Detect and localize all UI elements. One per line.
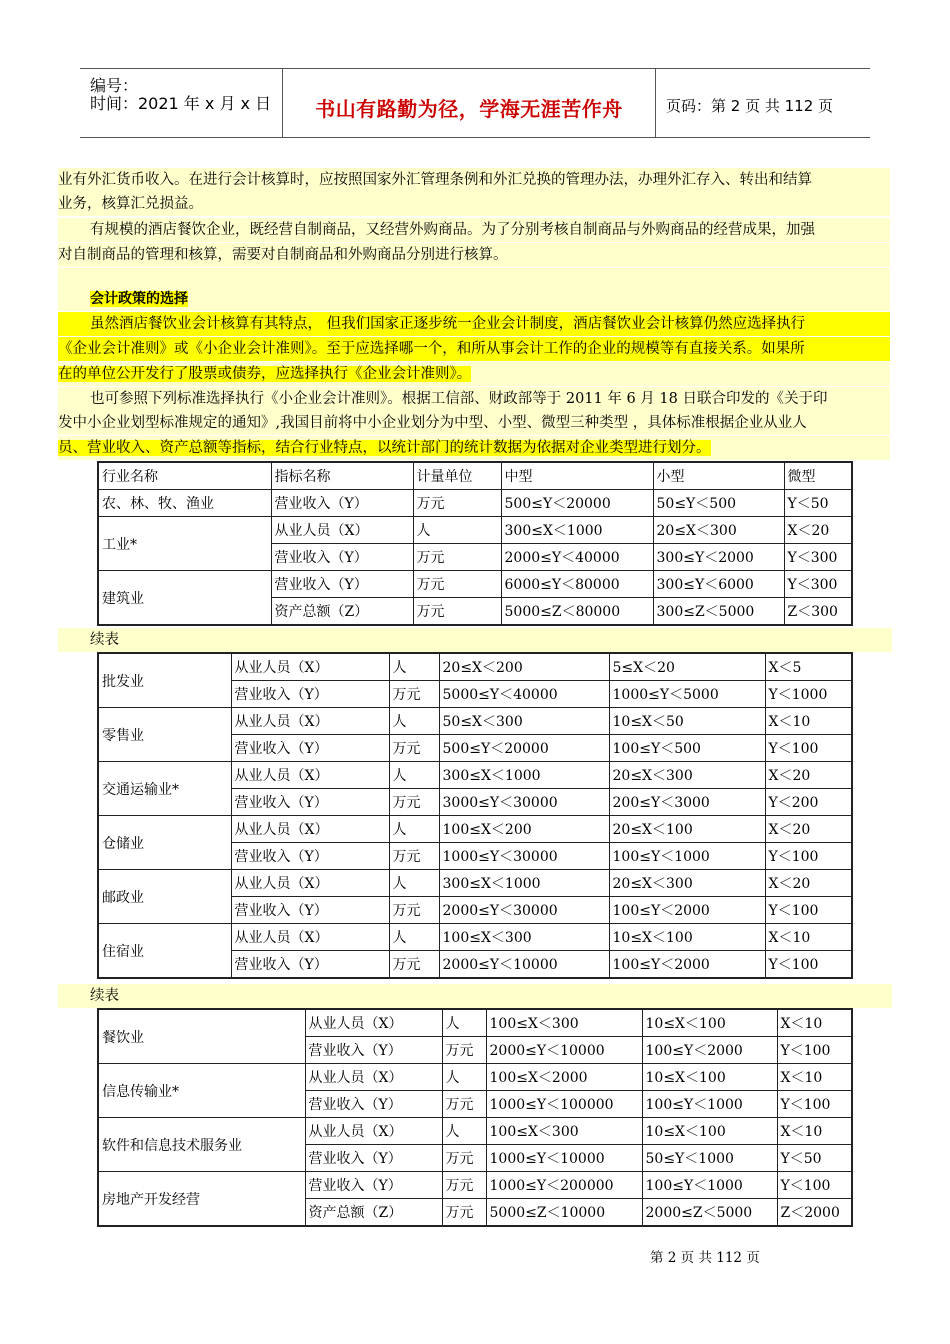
indicator-cell: 营业收入（Y）	[231, 843, 389, 870]
table-row	[98, 490, 852, 517]
small-cell: 100≤Y＜1000	[642, 1091, 777, 1118]
mid-cell: 6000≤Y＜80000	[501, 571, 653, 598]
paragraph-line-row	[58, 362, 890, 386]
micro-cell: X＜10	[777, 1118, 852, 1145]
mid-cell: 2000≤Y＜40000	[501, 544, 653, 571]
section-heading: 会计政策的选择	[90, 291, 188, 307]
micro-cell: X＜10	[765, 924, 852, 951]
small-cell: 2000≤Z＜5000	[642, 1199, 777, 1227]
standards-table-2	[97, 652, 853, 979]
indicator-cell: 从业人员（X）	[271, 517, 413, 544]
mid-cell: 300≤X＜1000	[439, 870, 609, 897]
indicator-cell: 营业收入（Y）	[231, 789, 389, 816]
industry-cell: 房地产开发经营	[98, 1172, 305, 1227]
unit-cell: 人	[389, 708, 439, 735]
indicator-cell: 资产总额（Z）	[271, 598, 413, 626]
industry-cell: 建筑业	[98, 571, 271, 626]
paragraph-line: 也可参照下列标准选择执行《小企业会计准则》。根据工信部、财政部等于 2011 年 6 月 18 日联合印发的《关于印	[58, 387, 890, 411]
mid-cell: 2000≤Y＜10000	[486, 1037, 642, 1064]
page-number-label: 页码：第 2 页 共 112 页	[666, 97, 834, 115]
number-label: 编号：	[90, 76, 139, 95]
table-row	[98, 870, 852, 897]
unit-cell: 万元	[442, 1145, 486, 1172]
small-cell: 10≤X＜100	[642, 1118, 777, 1145]
industry-cell: 批发业	[98, 653, 231, 708]
industry-cell: 信息传输业*	[98, 1064, 305, 1118]
table-row	[98, 1009, 852, 1037]
header-info-cell	[80, 69, 283, 137]
paragraph-line: 在的单位公开发行了股票或债券，应选择执行《企业会计准则》。	[58, 366, 472, 382]
micro-cell: Z＜2000	[777, 1199, 852, 1227]
indicator-cell: 从业人员（X）	[231, 762, 389, 789]
column-header: 小型	[653, 462, 784, 490]
indicator-cell: 营业收入（Y）	[271, 544, 413, 571]
continued-label-row	[58, 984, 892, 1008]
indicator-cell: 营业收入（Y）	[305, 1037, 442, 1064]
micro-cell: Y＜50	[784, 490, 852, 517]
table-row	[98, 1172, 852, 1199]
micro-cell: Y＜50	[777, 1145, 852, 1172]
table-row	[98, 924, 852, 951]
paragraph-line: 员、营业收入、资产总额等指标，结合行业特点，以统计部门的统计数据为依据对企业类型进行划分。	[58, 440, 711, 456]
small-cell: 10≤X＜100	[642, 1009, 777, 1037]
indicator-cell: 从业人员（X）	[231, 870, 389, 897]
paragraph-line: 有规模的酒店餐饮企业，既经营自制商品，又经营外购商品。为了分别考核自制商品与外购商品的经营成果，加强	[58, 218, 890, 242]
indicator-cell: 营业收入（Y）	[231, 951, 389, 979]
indicator-cell: 营业收入（Y）	[305, 1145, 442, 1172]
unit-cell: 万元	[413, 544, 501, 571]
small-cell: 20≤X＜300	[609, 870, 765, 897]
industry-cell: 软件和信息技术服务业	[98, 1118, 305, 1172]
micro-cell: Y＜100	[765, 897, 852, 924]
indicator-cell: 营业收入（Y）	[231, 897, 389, 924]
page-header	[80, 68, 870, 138]
standards-table-3	[97, 1008, 853, 1227]
mid-cell: 100≤X＜300	[486, 1118, 642, 1145]
micro-cell: X＜5	[765, 653, 852, 681]
unit-cell: 人	[442, 1064, 486, 1091]
micro-cell: Y＜100	[777, 1091, 852, 1118]
industry-cell: 邮政业	[98, 870, 231, 924]
small-cell: 300≤Y＜6000	[653, 571, 784, 598]
micro-cell: X＜20	[765, 870, 852, 897]
indicator-cell: 从业人员（X）	[231, 708, 389, 735]
unit-cell: 万元	[389, 843, 439, 870]
table-row	[98, 1118, 852, 1145]
mid-cell: 5000≤Z＜10000	[486, 1199, 642, 1227]
micro-cell: Y＜100	[765, 735, 852, 762]
mid-cell: 3000≤Y＜30000	[439, 789, 609, 816]
unit-cell: 万元	[389, 735, 439, 762]
mid-cell: 1000≤Y＜100000	[486, 1091, 642, 1118]
paragraph-line-row	[58, 436, 890, 460]
indicator-cell: 营业收入（Y）	[231, 681, 389, 708]
mid-cell: 20≤X＜200	[439, 653, 609, 681]
unit-cell: 万元	[389, 897, 439, 924]
unit-cell: 万元	[389, 789, 439, 816]
table-row	[98, 653, 852, 681]
mid-cell: 100≤X＜200	[439, 816, 609, 843]
small-cell: 50≤Y＜500	[653, 490, 784, 517]
micro-cell: X＜10	[765, 708, 852, 735]
mid-cell: 2000≤Y＜30000	[439, 897, 609, 924]
paragraph-line: 发中小企业划型标准规定的通知》,我国目前将中小企业划分为中型、小型、微型三种类型 ，具体标准根据企业从业人	[58, 411, 890, 435]
industry-cell: 农、林、牧、渔业	[98, 490, 271, 517]
continued-label: 续表	[90, 632, 119, 648]
small-cell: 10≤X＜100	[642, 1064, 777, 1091]
micro-cell: Y＜300	[784, 571, 852, 598]
small-cell: 20≤X＜300	[609, 762, 765, 789]
micro-cell: X＜10	[777, 1064, 852, 1091]
indicator-cell: 从业人员（X）	[231, 653, 389, 681]
small-cell: 20≤X＜300	[653, 517, 784, 544]
micro-cell: Y＜100	[765, 951, 852, 979]
small-cell: 100≤Y＜2000	[609, 951, 765, 979]
small-cell: 100≤Y＜1000	[609, 843, 765, 870]
small-cell: 50≤Y＜1000	[642, 1145, 777, 1172]
unit-cell: 人	[389, 816, 439, 843]
table-row	[98, 708, 852, 735]
indicator-cell: 营业收入（Y）	[271, 571, 413, 598]
micro-cell: Z＜300	[784, 598, 852, 626]
unit-cell: 人	[442, 1118, 486, 1145]
column-header: 中型	[501, 462, 653, 490]
indicator-cell: 营业收入（Y）	[231, 735, 389, 762]
table-row	[98, 816, 852, 843]
table-row	[98, 762, 852, 789]
indicator-cell: 从业人员（X）	[231, 924, 389, 951]
mid-cell: 5000≤Y＜40000	[439, 681, 609, 708]
mid-cell: 100≤X＜2000	[486, 1064, 642, 1091]
mid-cell: 5000≤Z＜80000	[501, 598, 653, 626]
mid-cell: 100≤X＜300	[439, 924, 609, 951]
paragraph-line: 对自制商品的管理和核算，需要对自制商品和外购商品分别进行核算。	[58, 243, 890, 267]
micro-cell: X＜20	[765, 816, 852, 843]
unit-cell: 人	[389, 924, 439, 951]
unit-cell: 人	[389, 653, 439, 681]
date-label: 时间：2021 年 x 月 x 日	[90, 94, 272, 113]
mid-cell: 2000≤Y＜10000	[439, 951, 609, 979]
small-cell: 300≤Z＜5000	[653, 598, 784, 626]
small-cell: 100≤Y＜1000	[642, 1172, 777, 1199]
column-header: 计量单位	[413, 462, 501, 490]
paragraph-line: 虽然酒店餐饮业会计核算有其特点， 但我们国家正逐步统一企业会计制度，酒店餐饮业会计核算仍然应选择执行	[58, 312, 890, 336]
paragraph-line: 业务，核算汇兑损益。	[58, 192, 890, 216]
column-header: 微型	[784, 462, 852, 490]
mid-cell: 500≤Y＜20000	[501, 490, 653, 517]
micro-cell: X＜20	[784, 517, 852, 544]
section-heading-row	[58, 287, 890, 311]
mid-cell: 1000≤Y＜30000	[439, 843, 609, 870]
small-cell: 10≤X＜100	[609, 924, 765, 951]
slogan: 书山有路勤为径，学海无涯苦作舟	[315, 97, 623, 121]
unit-cell: 万元	[442, 1199, 486, 1227]
small-cell: 100≤Y＜500	[609, 735, 765, 762]
industry-cell: 工业*	[98, 517, 271, 571]
unit-cell: 万元	[413, 490, 501, 517]
mid-cell: 1000≤Y＜200000	[486, 1172, 642, 1199]
indicator-cell: 从业人员（X）	[231, 816, 389, 843]
small-cell: 10≤X＜50	[609, 708, 765, 735]
unit-cell: 万元	[413, 598, 501, 626]
standards-table-1	[97, 461, 853, 626]
unit-cell: 人	[413, 517, 501, 544]
industry-cell: 零售业	[98, 708, 231, 762]
mid-cell: 100≤X＜300	[486, 1009, 642, 1037]
table-row	[98, 1064, 852, 1091]
small-cell: 300≤Y＜2000	[653, 544, 784, 571]
indicator-cell: 从业人员（X）	[305, 1118, 442, 1145]
unit-cell: 万元	[413, 571, 501, 598]
unit-cell: 万元	[389, 951, 439, 979]
mid-cell: 1000≤Y＜10000	[486, 1145, 642, 1172]
unit-cell: 人	[389, 762, 439, 789]
mid-cell: 300≤X＜1000	[439, 762, 609, 789]
small-cell: 5≤X＜20	[609, 653, 765, 681]
unit-cell: 万元	[442, 1037, 486, 1064]
indicator-cell: 营业收入（Y）	[305, 1091, 442, 1118]
continued-label-row	[58, 628, 892, 652]
header-page-cell	[656, 69, 870, 137]
unit-cell: 万元	[389, 681, 439, 708]
indicator-cell: 从业人员（X）	[305, 1064, 442, 1091]
table-header-row	[98, 462, 852, 490]
indicator-cell: 资产总额（Z）	[305, 1199, 442, 1227]
unit-cell: 人	[389, 870, 439, 897]
paragraph-line: 业有外汇货币收入。在进行会计核算时，应按照国家外汇管理条例和外汇兑换的管理办法，办理外汇存入、转出和结算	[58, 168, 890, 192]
header-slogan-cell	[283, 69, 656, 137]
mid-cell: 50≤X＜300	[439, 708, 609, 735]
small-cell: 20≤X＜100	[609, 816, 765, 843]
indicator-cell: 营业收入（Y）	[271, 490, 413, 517]
small-cell: 1000≤Y＜5000	[609, 681, 765, 708]
industry-cell: 交通运输业*	[98, 762, 231, 816]
industry-cell: 餐饮业	[98, 1009, 305, 1064]
small-cell: 200≤Y＜3000	[609, 789, 765, 816]
column-header: 指标名称	[271, 462, 413, 490]
unit-cell: 人	[442, 1009, 486, 1037]
industry-cell: 仓储业	[98, 816, 231, 870]
micro-cell: Y＜200	[765, 789, 852, 816]
micro-cell: X＜20	[765, 762, 852, 789]
micro-cell: Y＜1000	[765, 681, 852, 708]
unit-cell: 万元	[442, 1172, 486, 1199]
unit-cell: 万元	[442, 1091, 486, 1118]
indicator-cell: 从业人员（X）	[305, 1009, 442, 1037]
small-cell: 100≤Y＜2000	[642, 1037, 777, 1064]
mid-cell: 300≤X＜1000	[501, 517, 653, 544]
page-footer: 第 2 页 共 112 页	[650, 1250, 760, 1266]
table-row	[98, 571, 852, 598]
micro-cell: Y＜100	[777, 1172, 852, 1199]
column-header: 行业名称	[98, 462, 271, 490]
table-row	[98, 517, 852, 544]
micro-cell: Y＜100	[777, 1037, 852, 1064]
industry-cell: 住宿业	[98, 924, 231, 979]
continued-label: 续表	[90, 988, 119, 1004]
indicator-cell: 营业收入（Y）	[305, 1172, 442, 1199]
micro-cell: X＜10	[777, 1009, 852, 1037]
paragraph-line: 《企业会计准则》或《小企业会计准则》。至于应选择哪一个，和所从事会计工作的企业的规模等有直接关系。如果所	[58, 337, 890, 361]
small-cell: 100≤Y＜2000	[609, 897, 765, 924]
micro-cell: Y＜100	[765, 843, 852, 870]
micro-cell: Y＜300	[784, 544, 852, 571]
mid-cell: 500≤Y＜20000	[439, 735, 609, 762]
